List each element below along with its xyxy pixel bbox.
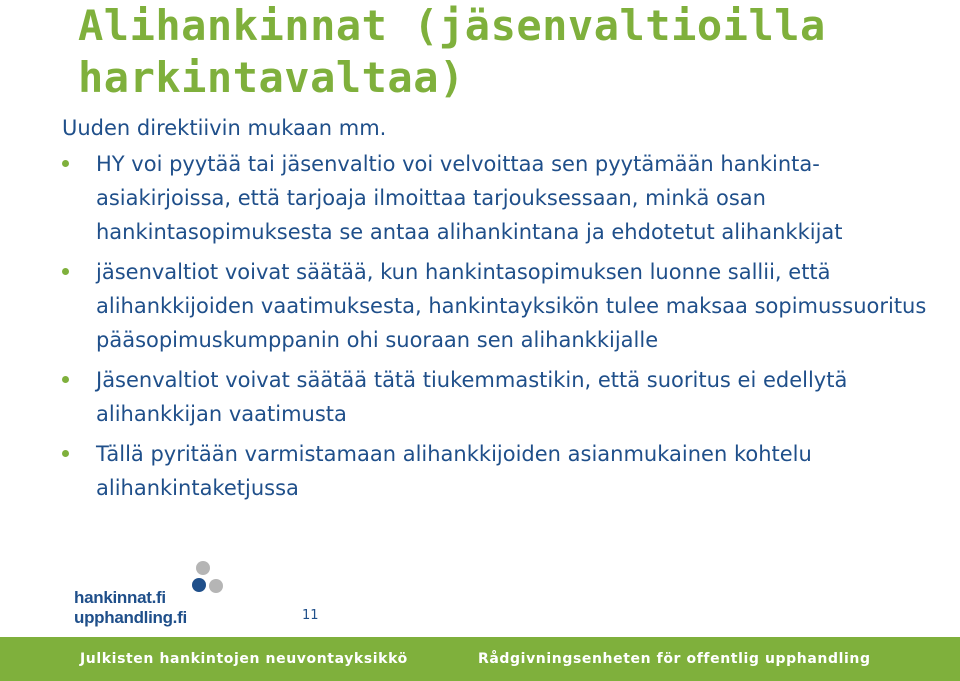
slide-title: Alihankinnat (jäsenvaltioilla harkintavaltaa)	[78, 1, 826, 102]
bullet-text: jäsenvaltiot voivat säätää, kun hankintasopimuksen luonne sallii, että alihankkijoiden vaatimuksesta, hankintayksikön tulee maksaa sopimussuoritus pääsopimuskumppanin ohi suoraan sen alihankkijalle	[96, 260, 927, 352]
bullet-item	[62, 363, 942, 431]
page-number: 11	[302, 608, 319, 623]
bullet-dot-icon	[62, 450, 69, 457]
hankinnat-logo	[74, 560, 234, 630]
bullet-text: Tällä pyritään varmistamaan alihankkijoiden asianmukainen kohtelu alihankintaketjussa	[96, 442, 812, 500]
bullet-text: HY voi pyytää tai jäsenvaltio voi velvoittaa sen pyytämään hankinta-asiakirjoissa, että tarjoaja ilmoittaa tarjouksessaan, minkä osan hankintasopimuksesta se antaa alihankintana ja ehdotetut alihankkijat	[96, 152, 843, 244]
logo-text-hankinnat: hankinnat.fi	[74, 588, 166, 607]
footer-bar	[0, 637, 960, 681]
bullet-item	[62, 147, 942, 249]
bullet-item	[62, 437, 942, 505]
bullet-item	[62, 255, 942, 357]
bullet-text: Jäsenvaltiot voivat säätää tätä tiukemmastikin, että suoritus ei edellytä alihankkijan vaatimusta	[96, 368, 848, 426]
three-dots-logo-icon	[189, 560, 229, 596]
logo-text-upphandling: upphandling.fi	[74, 608, 187, 627]
bullet-dot-icon	[62, 268, 69, 275]
bullet-dot-icon	[62, 160, 69, 167]
footer-text-finnish: Julkisten hankintojen neuvontayksikkö	[80, 651, 408, 667]
slide-subtitle: Uuden direktiivin mukaan mm.	[62, 116, 387, 140]
footer-text-swedish: Rådgivningsenheten för offentlig upphandling	[478, 651, 871, 667]
bullet-dot-icon	[62, 376, 69, 383]
bullet-list	[62, 147, 942, 505]
